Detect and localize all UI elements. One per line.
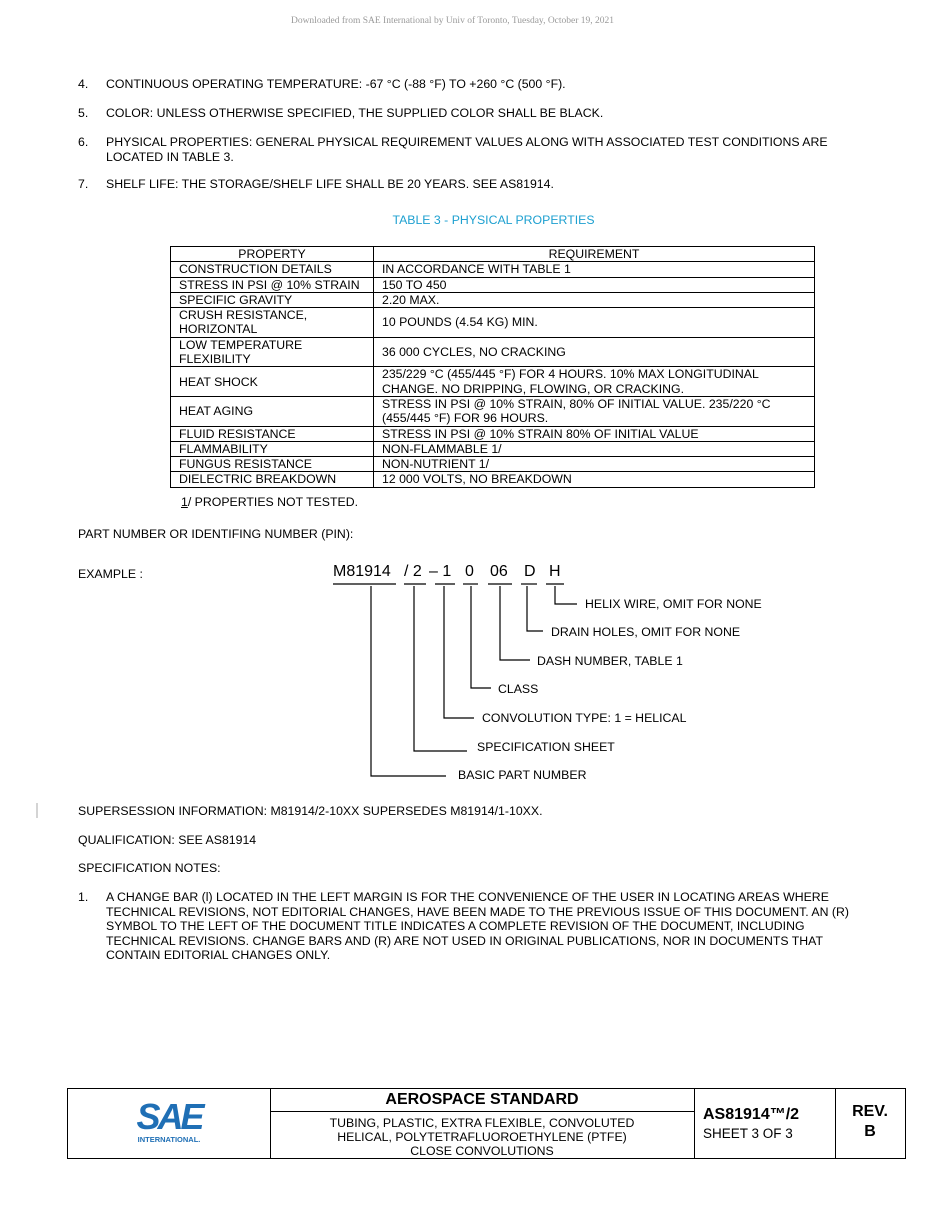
note-text: A CHANGE BAR (l) LOCATED IN THE LEFT MARGIN IS FOR THE CONVENIENCE OF THE USER IN LOCATING AREAS WHERE TECHNICAL REVISIONS, NOT EDITORIAL CHANGES, HAVE BEEN MADE TO THE PREVIOUS ISSUE OF THIS DOCUMENT. AN (R) SYMBOL TO THE LEFT OF THE DOCUMENT TITLE INDICATES A COMPLETE REVISION OF THE DOCUMENT, INCLUDING TECHNICAL REVISIONS. CHANGE BARS AND (R) ARE NOT USED IN ORIGINAL PUBLICATIONS, NOR IN DOCUMENTS THAT CONTAIN EDITORIAL CHANGES ONLY.: [106, 890, 849, 962]
property-cell: FLAMMABILITY: [171, 441, 374, 456]
leader-helix: [555, 586, 577, 604]
pn-segment-helix: H: [549, 563, 561, 580]
aerospace-standard-label: AEROSPACE STANDARD: [270, 1089, 694, 1112]
pin-heading: PART NUMBER OR IDENTIFING NUMBER (PIN):: [78, 527, 354, 541]
pn-segment-class: 0: [465, 563, 474, 580]
sae-logo-text: SAE: [136, 1096, 202, 1137]
item-text: SHELF LIFE: THE STORAGE/SHELF LIFE SHALL BE 20 YEARS. SEE AS81914.: [106, 177, 554, 191]
leader-spec-sheet: [414, 586, 467, 751]
property-cell: CRUSH RESISTANCE, HORIZONTAL: [171, 308, 374, 338]
download-watermark: Downloaded from SAE International by Univ of Toronto, Tuesday, October 19, 2021: [290, 16, 615, 26]
sae-logo: [68, 1089, 270, 1158]
requirement-cell: 2.20 MAX.: [374, 292, 815, 307]
pn-segment-drain: D: [524, 563, 536, 580]
leader-convolution: [444, 586, 474, 718]
title-line: CLOSE CONVOLUTIONS: [410, 1144, 554, 1158]
leader-basic: [371, 586, 446, 776]
item-number: 5.: [78, 106, 89, 120]
header-requirement: REQUIREMENT: [374, 247, 815, 262]
revision-label: REV.: [852, 1103, 888, 1120]
spec-notes-heading: SPECIFICATION NOTES:: [78, 861, 221, 875]
property-cell: CONSTRUCTION DETAILS: [171, 262, 374, 277]
footnote-text: / PROPERTIES NOT TESTED.: [187, 495, 358, 509]
title-line: HELICAL, POLYTETRAFLUOROETHYLENE (PTFE): [337, 1130, 627, 1144]
document-footer: [67, 1088, 906, 1159]
label-dash-number: DASH NUMBER, TABLE 1: [537, 654, 683, 668]
property-cell: STRESS IN PSI @ 10% STRAIN: [171, 277, 374, 292]
property-cell: FLUID RESISTANCE: [171, 426, 374, 441]
requirement-cell: 36 000 CYCLES, NO CRACKING: [374, 337, 815, 367]
pn-segment-dash: 06: [490, 563, 508, 580]
item-number: 4.: [78, 77, 89, 91]
property-cell: HEAT AGING: [171, 396, 374, 426]
table-title: TABLE 3 - PHYSICAL PROPERTIES: [392, 213, 595, 227]
requirement-cell: STRESS IN PSI @ 10% STRAIN, 80% OF INITIAL VALUE. 235/220 °C (455/445 °F) FOR 96 HOURS.: [374, 396, 815, 426]
example-label: EXAMPLE :: [78, 567, 143, 581]
document-number: AS81914™/2: [703, 1106, 800, 1123]
label-drain-holes: DRAIN HOLES, OMIT FOR NONE: [551, 625, 741, 639]
sae-logo-cell: [68, 1089, 271, 1158]
leader-drain: [527, 586, 543, 631]
leader-class: [471, 586, 491, 688]
item-text: PHYSICAL PROPERTIES: GENERAL PHYSICAL REQUIREMENT VALUES ALONG WITH ASSOCIATED TEST CONDITIONS ARE LOCATED IN TABLE 3.: [106, 135, 828, 164]
item-number: 7.: [78, 177, 89, 191]
label-helix-wire: HELIX WIRE, OMIT FOR NONE: [585, 597, 762, 611]
item-text: CONTINUOUS OPERATING TEMPERATURE: -67 °C (-88 °F) TO +260 °C (500 °F).: [106, 77, 566, 91]
item-text: COLOR: UNLESS OTHERWISE SPECIFIED, THE SUPPLIED COLOR SHALL BE BLACK.: [106, 106, 604, 120]
label-specification-sheet: SPECIFICATION SHEET: [477, 740, 615, 754]
property-cell: HEAT SHOCK: [171, 367, 374, 397]
revision-value: B: [864, 1123, 876, 1140]
requirement-cell: NON-NUTRIENT 1/: [374, 457, 815, 472]
property-cell: FUNGUS RESISTANCE: [171, 457, 374, 472]
label-class: CLASS: [498, 682, 539, 696]
property-cell: LOW TEMPERATURE FLEXIBILITY: [171, 337, 374, 367]
title-line: TUBING, PLASTIC, EXTRA FLEXIBLE, CONVOLUTED: [329, 1116, 635, 1130]
label-convolution-type: CONVOLUTION TYPE: 1 = HELICAL: [482, 711, 687, 725]
item-number: 6.: [78, 135, 89, 149]
label-basic-part-number: BASIC PART NUMBER: [458, 768, 587, 782]
document-title: [270, 1112, 694, 1158]
header-property: PROPERTY: [171, 247, 374, 262]
supersession-info: SUPERSESSION INFORMATION: M81914/2-10XX SUPERSEDES M81914/1-10XX.: [78, 804, 543, 818]
footnote-mark: 1: [181, 495, 188, 509]
pn-segment-convolution: – 1: [429, 563, 452, 580]
pn-segment-basic: M81914: [333, 563, 391, 580]
requirement-cell: IN ACCORDANCE WITH TABLE 1: [374, 262, 815, 277]
revision-cell: [835, 1089, 905, 1158]
requirement-cell: 150 TO 450: [374, 277, 815, 292]
sheet-number: SHEET 3 OF 3: [703, 1126, 793, 1141]
property-cell: SPECIFIC GRAVITY: [171, 292, 374, 307]
requirement-cell: 235/229 °C (455/445 °F) FOR 4 HOURS. 10% MAX LONGITUDINAL CHANGE. NO DRIPPING, FLOWING, OR CRACKING.: [374, 367, 815, 397]
requirement-cell: STRESS IN PSI @ 10% STRAIN 80% OF INITIAL VALUE: [374, 426, 815, 441]
note-number: 1.: [78, 890, 89, 904]
spec-note-change-bar: [78, 890, 868, 963]
sae-logo-subtext: INTERNATIONAL.: [137, 1135, 201, 1144]
title-cell: [270, 1089, 695, 1158]
pn-segment-spec-sheet: / 2: [404, 563, 422, 580]
requirement-cell: NON-FLAMMABLE 1/: [374, 441, 815, 456]
requirement-cell: 12 000 VOLTS, NO BREAKDOWN: [374, 472, 815, 487]
requirement-cell: 10 POUNDS (4.54 KG) MIN.: [374, 308, 815, 338]
doc-number-cell: [694, 1089, 836, 1158]
qualification-info: QUALIFICATION: SEE AS81914: [78, 833, 257, 847]
leader-dash: [500, 586, 530, 660]
property-cell: DIELECTRIC BREAKDOWN: [171, 472, 374, 487]
